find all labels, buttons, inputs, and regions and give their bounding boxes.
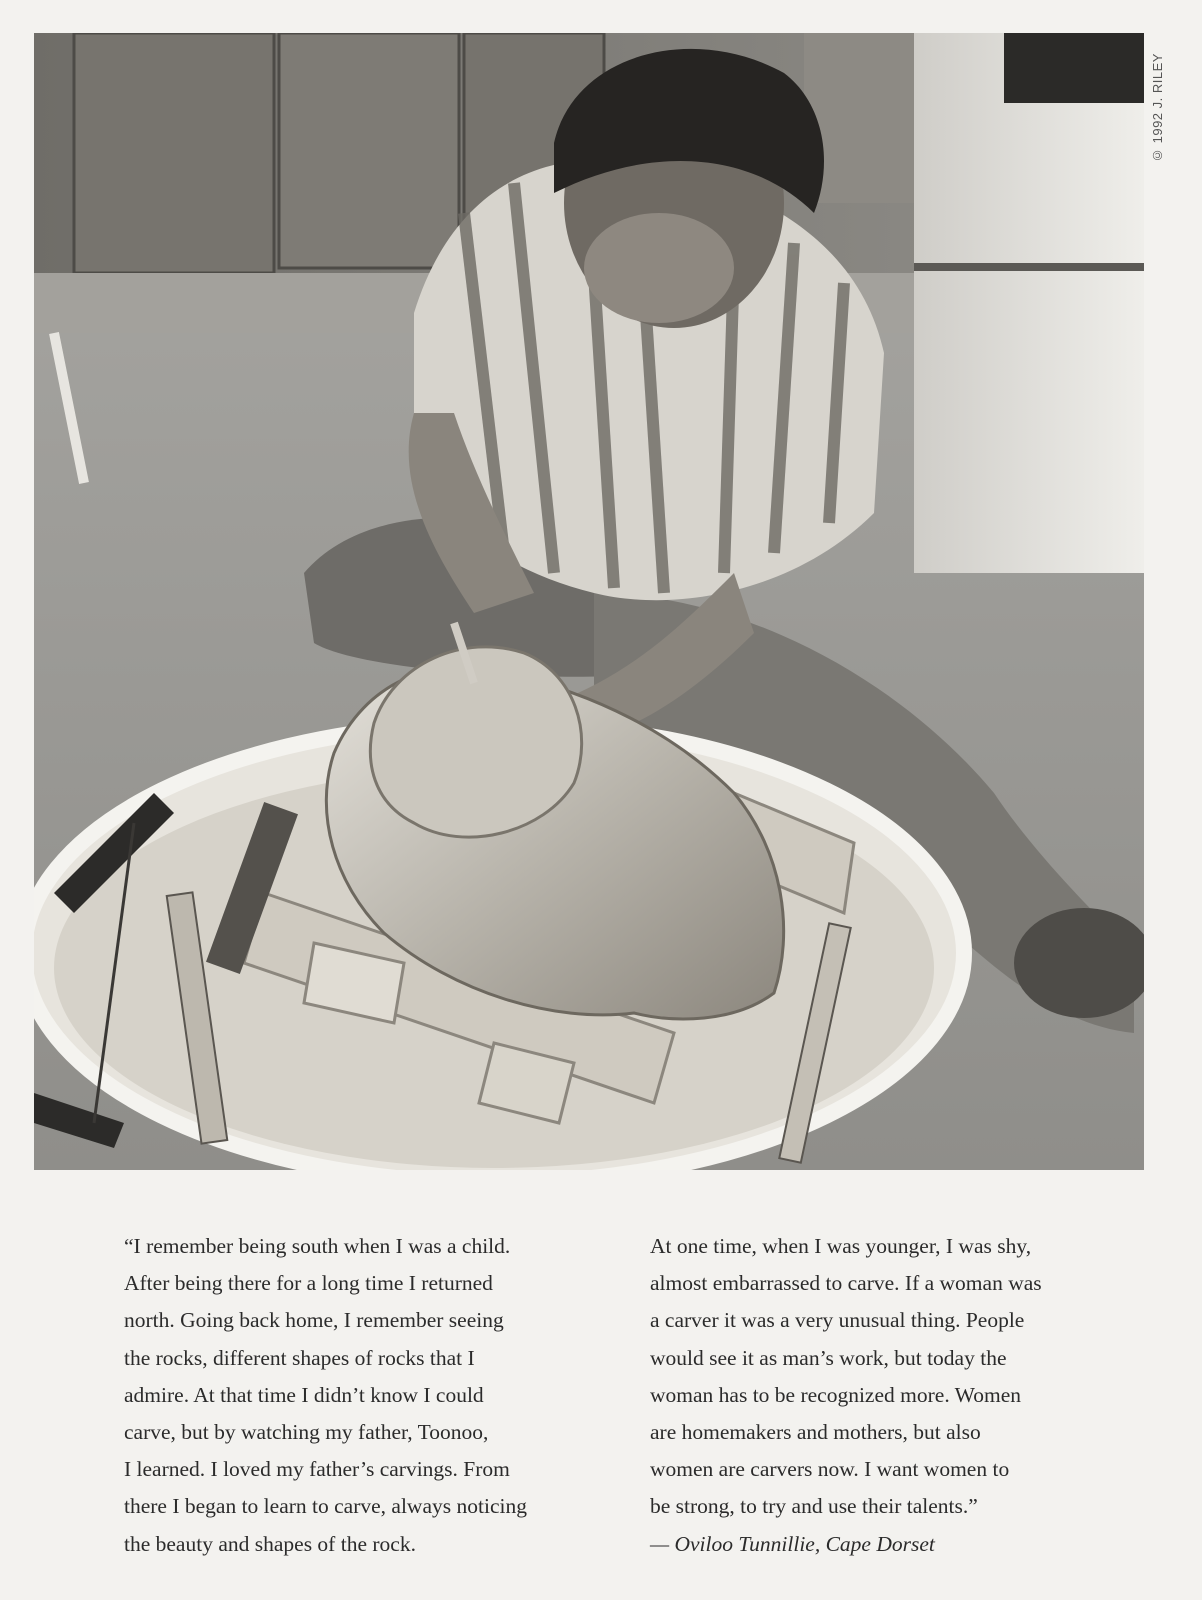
quote-line: north. Going back home, I remember seeing xyxy=(124,1308,504,1333)
quote-left-column xyxy=(124,1228,624,1563)
quote-line: are homemakers and mothers, but also xyxy=(650,1420,981,1445)
quote-line: I learned. I loved my father’s carvings. From xyxy=(124,1457,510,1482)
quote-line: woman has to be recognized more. Women xyxy=(650,1382,1022,1407)
quote-line: would see it as man’s work, but today the xyxy=(650,1345,1007,1370)
quote-line: women are carvers now. I want women to xyxy=(650,1457,1010,1482)
photo-credit: © 1992 J. RILEY xyxy=(1150,53,1165,163)
quote-line: admire. At that time I didn’t know I could xyxy=(124,1382,484,1407)
quote-line: At one time, when I was younger, I was shy, xyxy=(650,1234,1032,1258)
quote-line: After being there for a long time I returned xyxy=(124,1271,493,1296)
quote-attribution: — Oviloo Tunnillie, Cape Dorset xyxy=(650,1531,935,1556)
photo-illustration xyxy=(34,33,1144,1170)
quote-line: there I began to learn to carve, always noticing xyxy=(124,1494,527,1519)
quote-line: carve, but by watching my father, Toonoo, xyxy=(124,1420,489,1445)
quote-line: almost embarrassed to carve. If a woman was xyxy=(650,1271,1042,1296)
quote-line: “I remember being south when I was a child. xyxy=(124,1234,511,1258)
quote-right-column xyxy=(650,1228,1130,1563)
quote-line: be strong, to try and use their talents.” xyxy=(650,1494,978,1519)
quote-line: the rocks, different shapes of rocks that I xyxy=(124,1345,475,1370)
carving-photograph xyxy=(34,33,1144,1170)
quote-line: a carver it was a very unusual thing. People xyxy=(650,1308,1025,1333)
quote-line: the beauty and shapes of the rock. xyxy=(124,1531,416,1556)
